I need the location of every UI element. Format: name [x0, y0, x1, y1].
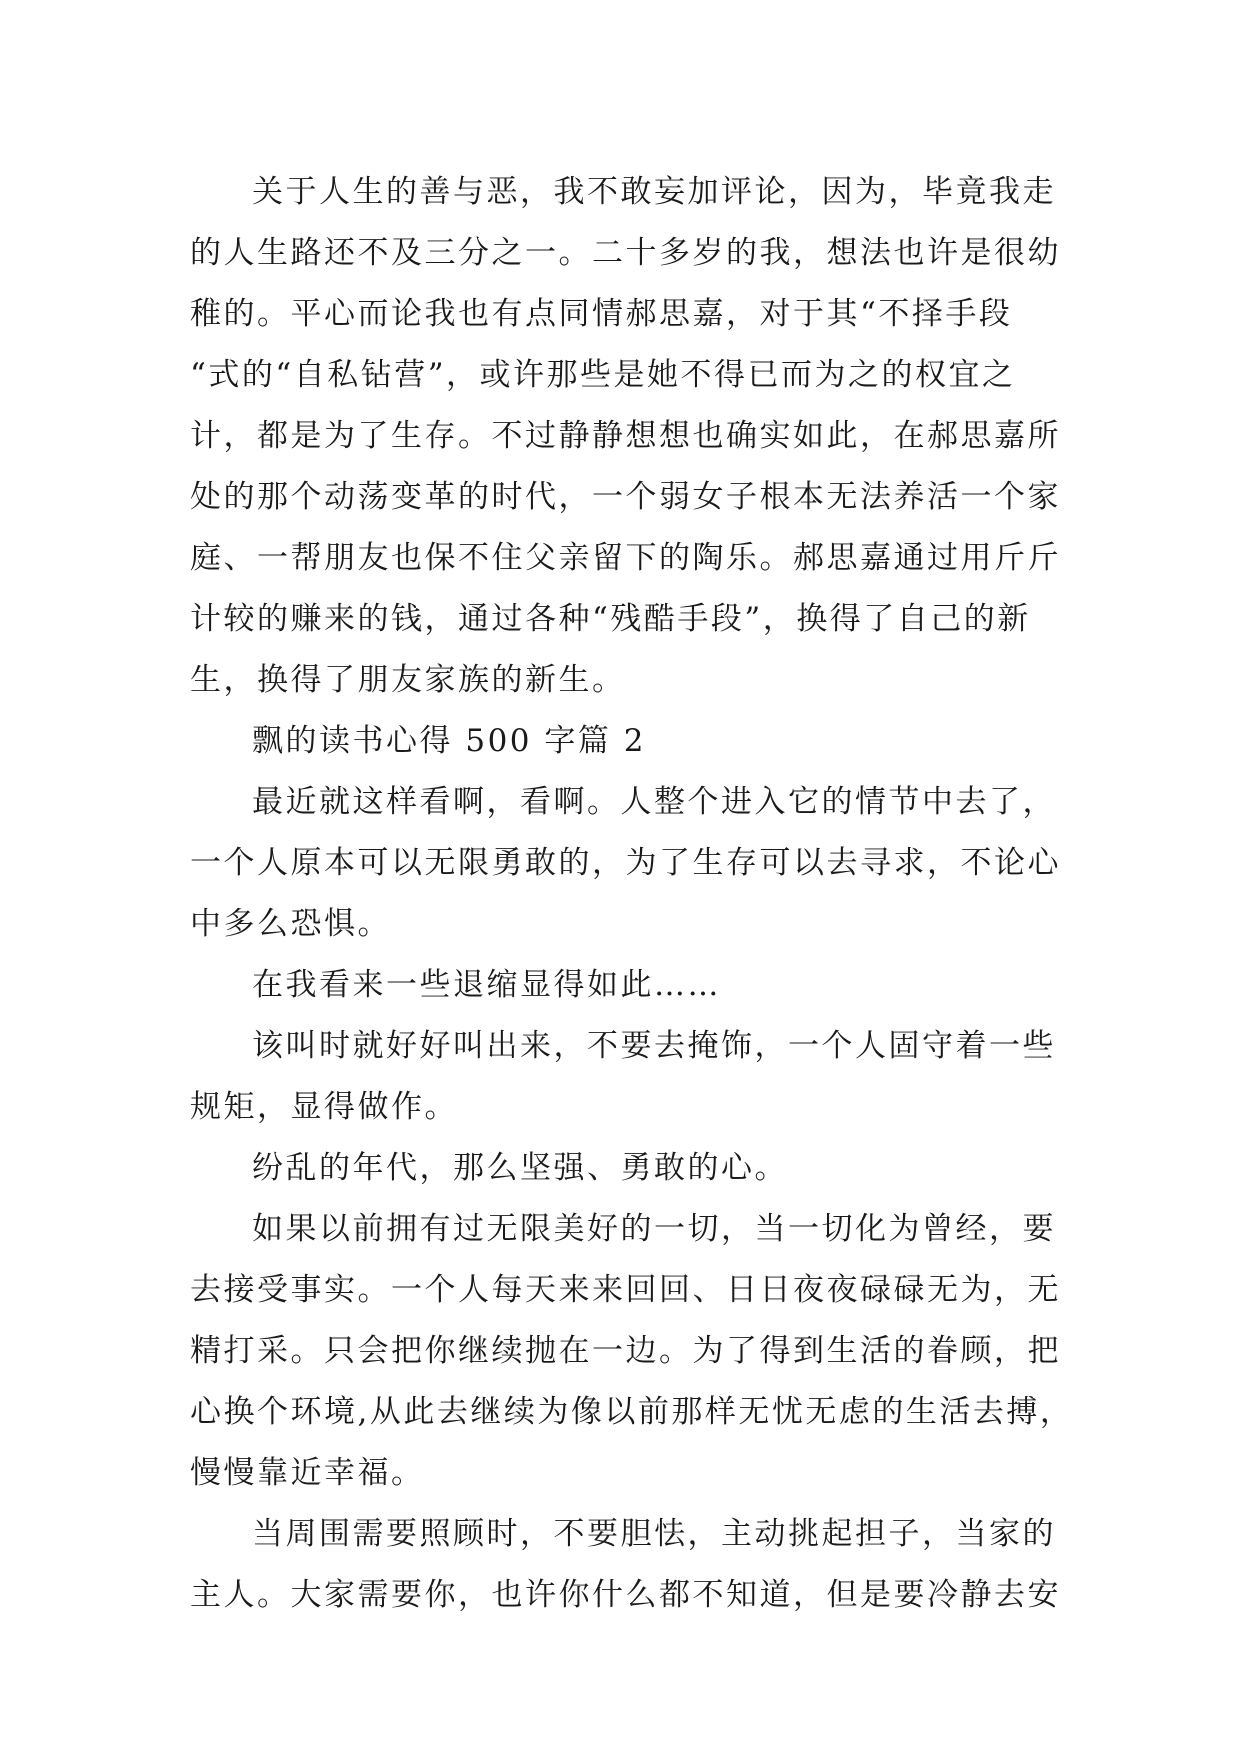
text-line: 一个人原本可以无限勇敢的，为了生存可以去寻求，不论心: [190, 845, 1061, 881]
text-line: 中多么恐惧。: [190, 906, 391, 942]
text-line: 计较的赚来的钱，通过各种“残酷手段”，换得了自己的新: [190, 601, 1031, 637]
text-line: 在我看来一些退缩显得如此……: [252, 967, 721, 1003]
text-line: 计，都是为了生存。不过静静想想也确实如此，在郝思嘉所: [190, 418, 1061, 454]
text-line: 主人。大家需要你，也许你什么都不知道，但是要冷静去安: [190, 1577, 1061, 1613]
text-line: 关于人生的善与恶，我不敢妄加评论，因为，毕竟我走: [252, 174, 1056, 210]
text-line: 如果以前拥有过无限美好的一切，当一切化为曾经，要: [252, 1211, 1056, 1247]
text-line: 生，换得了朋友家族的新生。: [190, 662, 626, 698]
text-line: 最近就这样看啊，看啊。人整个进入它的情节中去了，: [252, 784, 1056, 820]
text-line: 庭、一帮朋友也保不住父亲留下的陶乐。郝思嘉通过用斤斤: [190, 540, 1061, 576]
section-heading: 飘的读书心得 500 字篇 2: [252, 723, 646, 759]
text-line: 处的那个动荡变革的时代，一个弱女子根本无法养活一个家: [190, 479, 1061, 515]
text-line: 稚的。平心而论我也有点同情郝思嘉，对于其“不择手段: [190, 296, 1013, 332]
text-line: 当周围需要照顾时，不要胆怯，主动挑起担子，当家的: [252, 1516, 1056, 1552]
document-body: [190, 162, 1074, 1626]
text-line: 精打采。只会把你继续抛在一边。为了得到生活的眷顾，把: [190, 1333, 1061, 1369]
text-line: 纷乱的年代，那么坚强、勇敢的心。: [252, 1150, 788, 1186]
text-line: 该叫时就好好叫出来，不要去掩饰，一个人固守着一些: [252, 1028, 1056, 1064]
text-line: 规矩，显得做作。: [190, 1089, 458, 1125]
text-line: 的人生路还不及三分之一。二十多岁的我，想法也许是很幼: [190, 235, 1061, 271]
text-line: 去接受事实。一个人每天来来回回、日日夜夜碌碌无为，无: [190, 1272, 1061, 1308]
text-line: 慢慢靠近幸福。: [190, 1455, 425, 1491]
text-line: “式的“自私钻营”，或许那些是她不得已而为之的权宜之: [190, 357, 1016, 393]
text-line: 心换个环境,从此去继续为像以前那样无忧无虑的生活去搏，: [190, 1394, 1074, 1430]
